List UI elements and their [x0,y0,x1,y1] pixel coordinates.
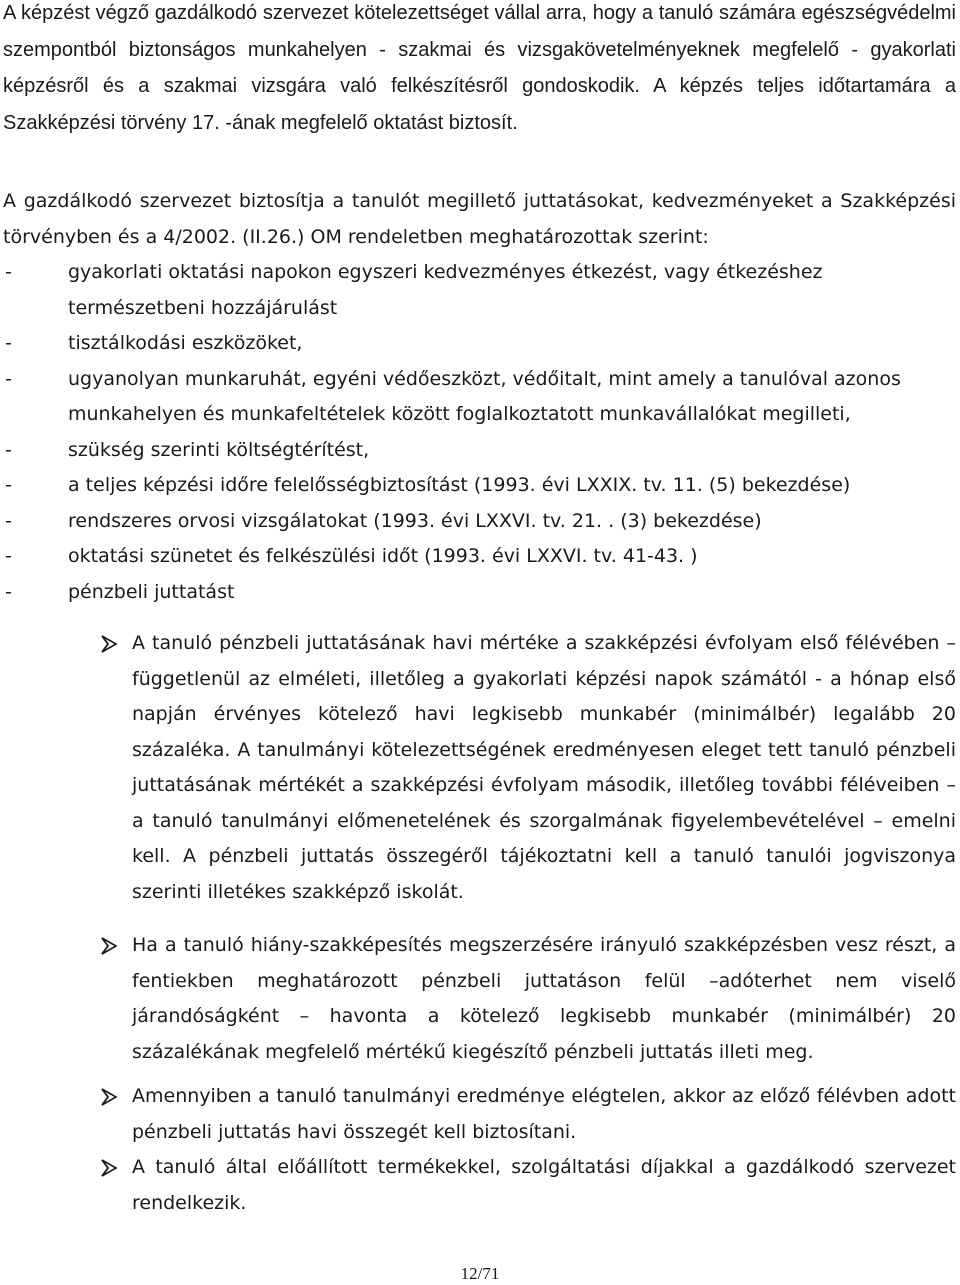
page-number: 12/71 [460,1264,500,1283]
benefit-list-item [3,575,956,611]
intro-paragraph-1: A képzést végző gazdálkodó szervezet kötelezettséget vállal arra, hogy a tanuló számára egészségvédelmi szempontból biztonságos munkahelyen - szakmai és vizsgakövetelményeknek megfelelő - gyakorlati képzésről és a szakmai vizsgára való felkészítésről gondoskodik. A képzés teljes időtartamára a Szakképzési törvény 17. -ának megfelelő oktatást biztosít. [3,2,956,134]
payment-rule-text: Ha a tanuló hiány-szakképesítés megszerzésére irányuló szakképzésben vesz részt, a fentiekben meghatározott pénzbeli juttatáson felül –adóterhet nem viselő járandóságként – havonta a kötelező legkisebb munkabér (minimálbér) 20 százalékának megfelelő mértékű kiegészítő pénzbeli juttatás illeti meg. [132,934,956,1063]
payment-rule-text: A tanuló által előállított termékekkel, szolgáltatási díjakkal a gazdálkodó szervezet rendelkezik. [132,1156,956,1214]
payment-rule-item [100,1150,956,1221]
dash-bullet-icon: - [5,438,12,461]
dash-bullet-icon: - [5,332,12,354]
payment-rule-item [100,1079,956,1150]
dash-bullet-icon: - [5,367,12,390]
benefit-list-item [3,504,956,540]
benefit-list-item [3,468,956,504]
benefit-text: pénzbeli juttatást [68,580,235,603]
dash-bullet-icon: - [5,474,12,496]
benefit-text: rendszeres orvosi vizsgálatokat (1993. évi LXXVI. tv. 21. . (3) bekezdése) [68,509,762,532]
arrowhead-bullet-icon [100,1150,132,1221]
benefit-text: ugyanolyan munkaruhát, egyéni védőeszközt, védőitalt, mint amely a tanulóval azonos munkahelyen és munkafeltételek között foglalkoztatott munkavállalókat megilleti, [68,367,901,425]
intro-paragraph-2: A gazdálkodó szervezet biztosítja a tanulót megillető juttatásokat, kedvezményeket a Szakképzési törvényben és a 4/2002. (II.26.) OM rendeletben meghatározottak szerint: [3,190,956,248]
benefit-text: szükség szerinti költségtérítést, [68,438,370,461]
benefit-text: tisztálkodási eszközöket, [68,332,303,354]
arrowhead-bullet-icon [100,928,132,1070]
dash-bullet-icon: - [5,580,12,603]
payment-rule-text: Amennyiben a tanuló tanulmányi eredménye elégtelen, akkor az előző félévben adott pénzbeli juttatás havi összegét kell biztosítani. [132,1085,956,1143]
payment-rule-text: A tanuló pénzbeli juttatásának havi mértéke a szakképzési évfolyam első félévében – függetlenül az elméleti, illetőleg a gyakorlati képzési napok számától - a hónap első napján érvényes kötelező havi legkisebb munkabér (minimálbér) legalább 20 százaléka. A tanulmányi kötelezettségének eredményesen eleget tett tanuló pénzbeli juttatásának mértékét a szakképzési évfolyam második, illetőleg további féléveiben – a tanuló tanulmányi előmenetelének és szorgalmának figyelembevételével – emelni kell. A pénzbeli juttatás összegéről tájékoztatni kell a tanuló tanulói jogviszonya szerinti illetékes szakképző iskolát. [132,632,956,903]
arrowhead-bullet-icon [100,1079,132,1150]
benefit-text: gyakorlati oktatási napokon egyszeri kedvezményes étkezést, vagy étkezéshez természetbeni hozzájárulást [68,261,823,319]
dash-bullet-icon: - [5,509,12,532]
benefits-list [3,255,956,610]
benefit-list-item [3,433,956,469]
arrowhead-bullet-icon [100,626,132,910]
dash-bullet-icon: - [5,261,12,283]
benefit-list-item [3,255,956,326]
benefit-list-item [3,539,956,575]
dash-bullet-icon: - [5,545,12,567]
payment-rule-item [100,626,956,910]
benefit-list-item [3,326,956,362]
benefit-text: a teljes képzési időre felelősségbiztosítást (1993. évi LXXIX. tv. 11. (5) bekezdése) [68,474,851,496]
benefit-text: oktatási szünetet és felkészülési időt (1993. évi LXXVI. tv. 41-43. ) [68,545,698,567]
payment-rule-item [100,928,956,1070]
benefit-list-item [3,362,956,433]
